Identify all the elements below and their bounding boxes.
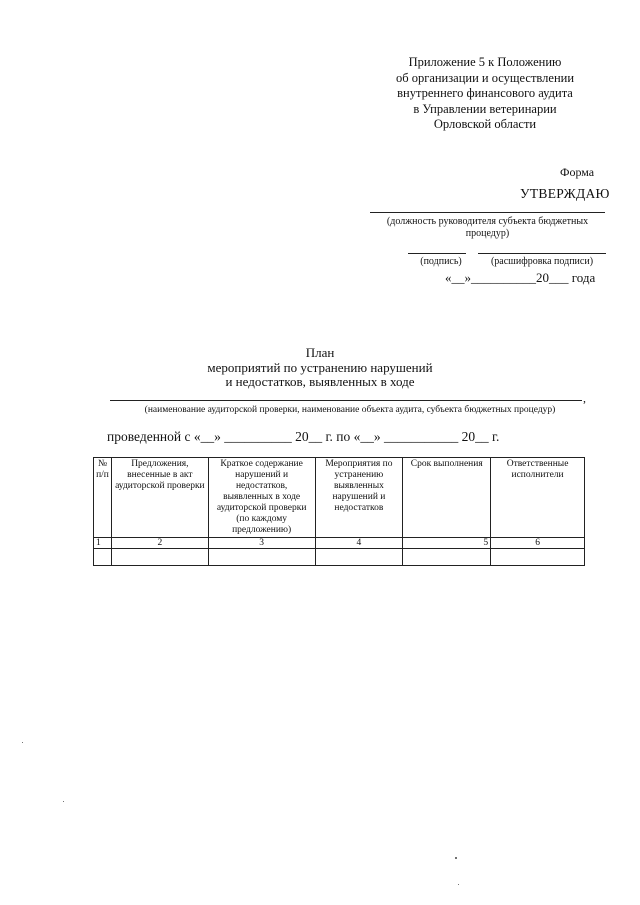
appendix-line: Приложение 5 к Положению	[408, 55, 562, 69]
table-cell	[491, 549, 585, 566]
appendix-line: об организации и осуществлении	[395, 70, 575, 85]
appendix-line: в Управлении ветеринарии	[413, 101, 557, 116]
position-caption-line: процедур)	[465, 228, 510, 239]
header-responsible: Ответственные исполнители	[491, 458, 585, 538]
header-measures: Мероприятия по устранению выявленных нарушений и недостатков	[315, 458, 403, 538]
scan-speck	[22, 742, 23, 743]
scan-speck	[455, 857, 457, 859]
signature-line	[408, 253, 466, 254]
table-cell	[403, 549, 491, 566]
plan-subtitle: и недостатков, выявленных в ходе	[225, 374, 415, 389]
scan-speck	[458, 884, 459, 885]
table-cell	[315, 549, 403, 566]
position-line	[370, 212, 605, 213]
column-number: 1	[94, 538, 112, 549]
plan-subtitle: мероприятий по устранению нарушений	[207, 359, 433, 375]
appendix-line: Орловской области	[433, 117, 537, 131]
plan-title: План	[305, 345, 335, 360]
header-number: № п/п	[94, 458, 112, 538]
table-cell	[208, 549, 315, 566]
form-label: Форма	[560, 165, 595, 179]
signature-decoding-caption: (расшифровка подписи)	[490, 256, 594, 267]
table-row	[94, 549, 585, 566]
column-number: 6	[491, 538, 585, 549]
table-cell	[94, 549, 112, 566]
appendix-heading	[360, 55, 610, 133]
audit-name-comma: ,	[583, 391, 586, 405]
signature-decoding-line	[478, 253, 606, 254]
position-caption-line: (должность руководителя субъекта бюджетных	[386, 216, 589, 227]
table-header-row	[94, 458, 585, 538]
signature-caption: (подпись)	[420, 256, 462, 267]
approval-date: «__»__________20___ года	[445, 270, 596, 285]
audit-name-caption: (наименование аудиторской проверки, наименование объекта аудита, субъекта бюджетных процедур)	[144, 405, 556, 415]
column-number: 5	[403, 538, 491, 549]
plan-title-block	[0, 346, 640, 390]
scan-speck	[63, 801, 64, 802]
position-caption	[365, 216, 610, 240]
column-number: 3	[208, 538, 315, 549]
header-violations: Краткое содержание нарушений и недостатков, выявленных в ходе аудиторской проверки (по каждому предложению)	[208, 458, 315, 538]
audit-name-line	[110, 400, 582, 401]
measures-table	[93, 457, 585, 566]
column-number: 4	[315, 538, 403, 549]
table-cell	[111, 549, 208, 566]
column-number: 2	[111, 538, 208, 549]
header-proposals: Предложения, внесенные в акт аудиторской проверки	[111, 458, 208, 538]
header-deadline: Срок выполнения	[403, 458, 491, 538]
appendix-line: внутреннего финансового аудита	[397, 86, 573, 100]
audit-period: проведенной с «__» __________ 20__ г. по «__» ___________ 20__ г.	[107, 429, 500, 444]
approve-label: УТВЕРЖДАЮ	[520, 186, 610, 201]
table-numbering-row	[94, 538, 585, 549]
